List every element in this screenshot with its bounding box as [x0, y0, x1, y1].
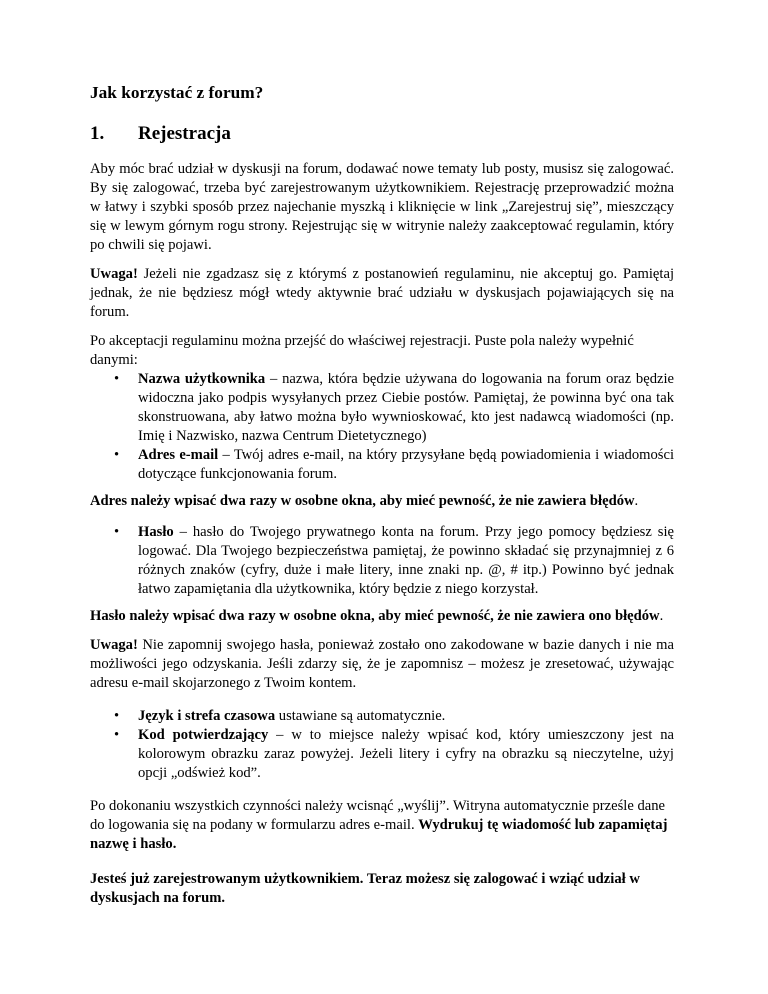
- list-item-term: Hasło: [138, 524, 174, 540]
- paragraph-fill-fields: Po akceptacji regulaminu można przejść do właściwej rejestracji. Puste pola należy wypełnić danymi:: [90, 333, 634, 368]
- paragraph-intro: Aby móc brać udział w dyskusji na forum, dodawać nowe tematy lub posty, musisz się zalogować. By się zalogować, trzeba być zarejestrowanym użytkownikiem. Rejestrację przeprowadzić można w łatwy i szybki sposób przez najechanie myszką i kliknięcie w link „Zarejestruj się”, mieszczący się w lewym górnym rogu strony. Rejestrując się w witrynie należy zaakceptować regulamin, który po chwili się pojawi.: [90, 161, 674, 253]
- bullet-icon: •: [114, 524, 120, 540]
- section-title: Rejestracja: [138, 123, 231, 144]
- warning-text: Jeżeli nie zgadzasz się z którymś z postanowień regulaminu, nie akceptuj go. Pamiętaj jednak, że nie będziesz mógł wtedy aktywnie brać udziału w dyskusjach pojawiających się na forum.: [90, 266, 674, 320]
- paragraph-email-note: [90, 492, 674, 511]
- bullet-icon: •: [114, 447, 120, 463]
- paragraph-warning-password: [90, 636, 674, 693]
- list-item-term: Kod potwierdzający: [138, 727, 269, 743]
- list-item-desc: – Twój adres e-mail, na który przysyłane będą powiadomienia i wiadomości dotyczące funkcjonowania forum.: [138, 447, 674, 482]
- bullet-icon: •: [114, 727, 120, 743]
- paragraph-warning-regulations: [90, 265, 674, 322]
- list-item-desc: ustawiane są automatycznie.: [275, 708, 446, 724]
- submit-bold-text: Wydrukuj tę wiadomość lub zapamiętaj nazwę i hasło.: [90, 817, 668, 852]
- list-item-desc: – nazwa, która będzie używana do logowania na forum oraz będzie widoczna jako podpis wysyłanych przez Ciebie postów. Pamiętaj, że powinna być ona tak skonstruowana, aby łatwo można było wywnioskować, kto jest nadawcą wiadomości (np. Imię i Nazwisko, nazwa Centrum Dietetycznego): [138, 371, 674, 444]
- bullet-icon: •: [114, 708, 120, 724]
- bullet-icon: •: [114, 371, 120, 387]
- email-note-text: Adres należy wpisać dwa razy w osobne okna, aby mieć pewność, że nie zawiera błędów: [90, 493, 635, 509]
- fields-list-3: [90, 707, 674, 783]
- password-note-text: Hasło należy wpisać dwa razy w osobne okna, aby mieć pewność, że nie zawiera ono błędów: [90, 608, 660, 624]
- warning-label: Uwaga!: [90, 637, 138, 653]
- paragraph-final: Jesteś już zarejestrowanym użytkownikiem. Teraz możesz się zalogować i wziąć udział w dyskusjach na forum.: [90, 871, 640, 906]
- list-item: [90, 446, 674, 484]
- submit-text: Po dokonaniu wszystkich czynności należy wcisnąć „wyślij”. Witryna automatycznie prześle dane do logowania się na podany w formularzu adres e-mail.: [90, 798, 666, 833]
- email-note-end: .: [634, 493, 639, 509]
- list-item-term: Nazwa użytkownika: [138, 371, 266, 387]
- list-item-desc: – w to miejsce należy wpisać kod, który umieszczony jest na kolorowym obrazku zaraz powyżej. Jeżeli litery i cyfry na obrazku są nieczytelne, użyj opcji „odśwież kod”.: [138, 727, 674, 781]
- password-note-end: .: [659, 608, 664, 624]
- section-heading: [90, 122, 674, 146]
- document-title: Jak korzystać z forum?: [90, 83, 264, 102]
- section-number: 1.: [90, 123, 105, 144]
- list-item-term: Język i strefa czasowa: [138, 708, 276, 724]
- list-item-term: Adres e-mail: [138, 447, 219, 463]
- paragraph-password-note: [90, 607, 674, 626]
- list-item: [90, 370, 674, 446]
- list-item: [90, 523, 674, 599]
- paragraph-submit: [90, 797, 674, 854]
- fields-list-1: [90, 370, 674, 484]
- list-item: [90, 707, 674, 726]
- list-item: [90, 726, 674, 783]
- list-item-desc: – hasło do Twojego prywatnego konta na forum. Przy jego pomocy będziesz się logować. Dla Twojego bezpieczeństwa pamiętaj, że powinno składać się przynajmniej z 6 różnych znaków (cyfry, duże i małe litery, inne znaki np. @, # itp.) Powinno być jednak łatwo zapamiętania dla użytkownika, który będzie z niego korzystał.: [138, 524, 674, 597]
- fields-list-2: [90, 523, 674, 599]
- warning-label: Uwaga!: [90, 266, 138, 282]
- warning-text: Nie zapomnij swojego hasła, ponieważ zostało ono zakodowane w bazie danych i nie ma możliwości jego odzyskania. Jeśli zdarzy się, że je zapomnisz – możesz je zresetować, używając adresu e-mail skojarzonego z Twoim kontem.: [90, 637, 674, 691]
